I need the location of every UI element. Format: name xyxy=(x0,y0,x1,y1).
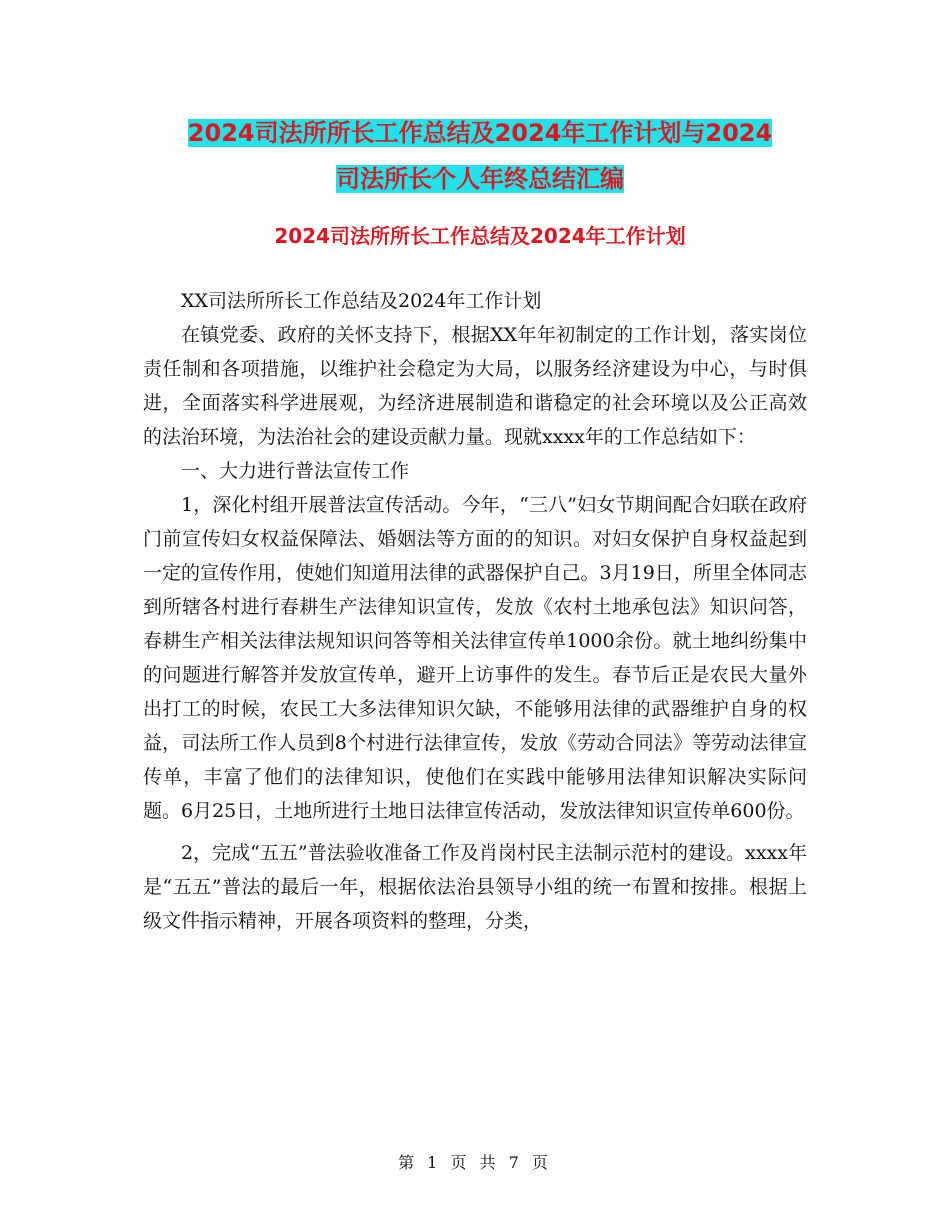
paragraph-heading: XX司法所所长工作总结及2024年工作计划 xyxy=(181,290,542,312)
paragraph-item-1: 1，深化村组开展普法宣传活动。今年，“三八”妇女节期间配合妇联在政府门前宣传妇女权益保障法、婚姻法等方面的的知识。对妇女保护自身权益起到一定的宣传作用，使她们知道用法律的武器保护自己。3月19日，所里全体同志到所辖各村进行春耕生产法律知识宣传，发放《农村土地承包法》知识问答，春耕生产相关法律法规知识问答等相关法律宣传单1000余份。就土地纠纷集中的问题进行解答并发放宣传单，避开上访事件的发生。春节后正是农民大量外出打工的时候，农民工大多法律知识欠缺，不能够用法律的武器维护自身的权益，司法所工作人员到8个村进行法律宣传，发放《劳动合同法》等劳动法律宣传单，丰富了他们的法律知识，使他们在实践中能够用法律知识解决实际问题。6月25日，土地所进行土地日法律宣传活动，发放法律知识宣传单600份。 xyxy=(143,494,807,822)
page-footer: 第 1 页 共 7 页 xyxy=(398,1153,552,1172)
document-body xyxy=(143,284,807,938)
paragraph-section-heading: 一、大力进行普法宣传工作 xyxy=(181,460,410,482)
section-title: 2024司法所所长工作总结及2024年工作计划 xyxy=(274,224,686,248)
document-title-line-1: 2024司法所所长工作总结及2024年工作计划与2024 xyxy=(187,119,773,147)
document-title-line-2: 司法所长个人年终总结汇编 xyxy=(336,165,624,193)
paragraph-intro: 在镇党委、政府的关怀支持下，根据XX年年初制定的工作计划，落实岗位责任制和各项措施，以维护社会稳定为大局，以服务经济建设为中心，与时俱进，全面落实科学进展观，为经济进展制造和谐稳定的社会环境以及公正高效的法治环境，为法治社会的建设贡献力量。现就xxxx年的工作总结如下： xyxy=(143,324,807,448)
paragraph-item-2: 2，完成“五五”普法验收准备工作及肖岗村民主法制示范村的建设。xxxx年是“五五”普法的最后一年，根据依法治县领导小组的统一布置和按排。根据上级文件指示精神，开展各项资料的整理，分类， xyxy=(143,842,807,932)
document-title xyxy=(140,110,820,202)
